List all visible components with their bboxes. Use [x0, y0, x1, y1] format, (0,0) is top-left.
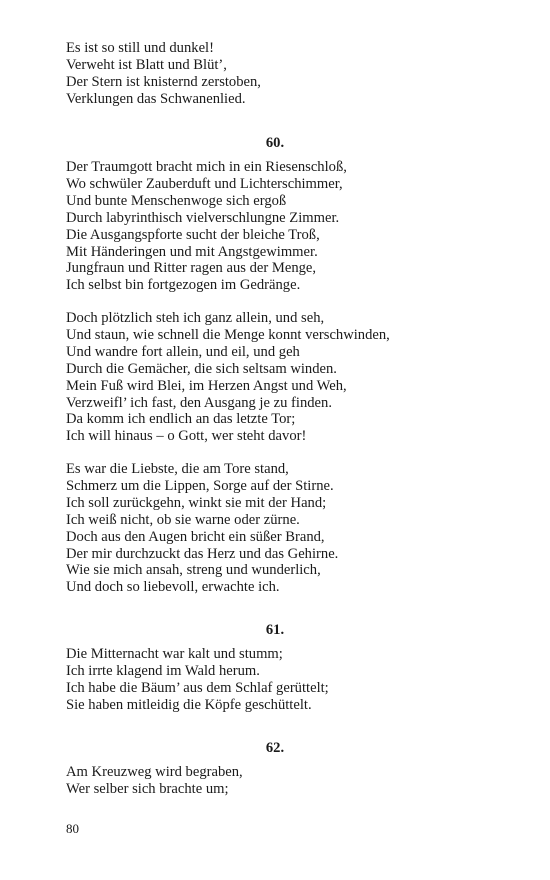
verse-line: Wie sie mich ansah, streng und wunderlich,: [66, 562, 321, 579]
verse-line: Der Traumgott bracht mich in ein Riesenschloß,: [66, 159, 347, 175]
verse-line: Ich soll zurückgehn, winkt sie mit der Hand;: [66, 494, 327, 511]
verse-line: Jungfraun und Ritter ragen aus der Menge,: [66, 260, 317, 277]
verse-line: Und doch so liebevoll, erwachte ich.: [66, 579, 280, 596]
poem-60-stanza-1: [66, 159, 506, 294]
verse-line: Es ist so still und dunkel!: [66, 40, 214, 56]
verse-line: Es war die Liebste, die am Tore stand,: [66, 461, 289, 477]
poem-62-stanza: [66, 764, 506, 798]
verse-line: Ich irrte klagend im Wald herum.: [66, 662, 260, 679]
verse-line: Ich habe die Bäum’ aus dem Schlaf gerüttelt;: [66, 679, 329, 696]
verse-line: Wo schwüler Zauberduft und Lichterschimmer,: [66, 175, 343, 192]
poem-number-60: 60.: [265, 135, 285, 151]
verse-line: Wer selber sich brachte um;: [66, 780, 229, 797]
verse-line: Ich weiß nicht, ob sie warne oder zürne.: [66, 511, 300, 528]
verse-line: Der Stern ist knisternd zerstoben,: [66, 73, 261, 90]
verse-line: Verzweifl’ ich fast, den Ausgang je zu finden.: [66, 394, 332, 411]
verse-line: Doch plötzlich steh ich ganz allein, und seh,: [66, 310, 325, 326]
verse-line: Schmerz um die Lippen, Sorge auf der Stirne.: [66, 477, 334, 494]
verse-line: Verklungen das Schwanenlied.: [66, 90, 246, 107]
verse-line: Ich will hinaus – o Gott, wer steht davor!: [66, 428, 307, 445]
verse-line: Durch labyrinthisch vielverschlungne Zimmer.: [66, 209, 340, 226]
poem-number-61: 61.: [265, 622, 285, 638]
verse-line: Mit Händeringen und mit Angstgewimmer.: [66, 243, 318, 260]
verse-line: Ich selbst bin fortgezogen im Gedränge.: [66, 277, 301, 294]
verse-line: Sie haben mitleidig die Köpfe geschüttelt.: [66, 696, 312, 713]
verse-line: Durch die Gemächer, die sich seltsam winden.: [66, 360, 337, 377]
verse-line: Der mir durchzuckt das Herz und das Gehirne.: [66, 545, 339, 562]
verse-line: Und staun, wie schnell die Menge konnt verschwinden,: [66, 326, 390, 343]
verse-line: Und bunte Menschenwoge sich ergoß: [66, 192, 287, 209]
verse-line: Am Kreuzweg wird begraben,: [66, 764, 243, 780]
verse-line: Die Ausgangspforte sucht der bleiche Troß,: [66, 226, 320, 243]
verse-line: Da komm ich endlich an das letzte Tor;: [66, 411, 296, 428]
verse-line: Und wandre fort allein, und eil, und geh: [66, 343, 300, 360]
poem-number-62: 62.: [265, 740, 285, 756]
poem-60-stanza-3: [66, 461, 506, 596]
opening-stanza: [66, 40, 506, 108]
poem-60-stanza-2: [66, 310, 506, 445]
page-number: 80: [66, 821, 79, 836]
verse-line: Die Mitternacht war kalt und stumm;: [66, 646, 283, 662]
verse-line: Mein Fuß wird Blei, im Herzen Angst und Weh,: [66, 377, 347, 394]
poem-61-stanza: [66, 646, 506, 714]
verse-line: Verweht ist Blatt und Blüt’,: [66, 56, 227, 73]
verse-line: Doch aus den Augen bricht ein süßer Brand,: [66, 528, 325, 545]
